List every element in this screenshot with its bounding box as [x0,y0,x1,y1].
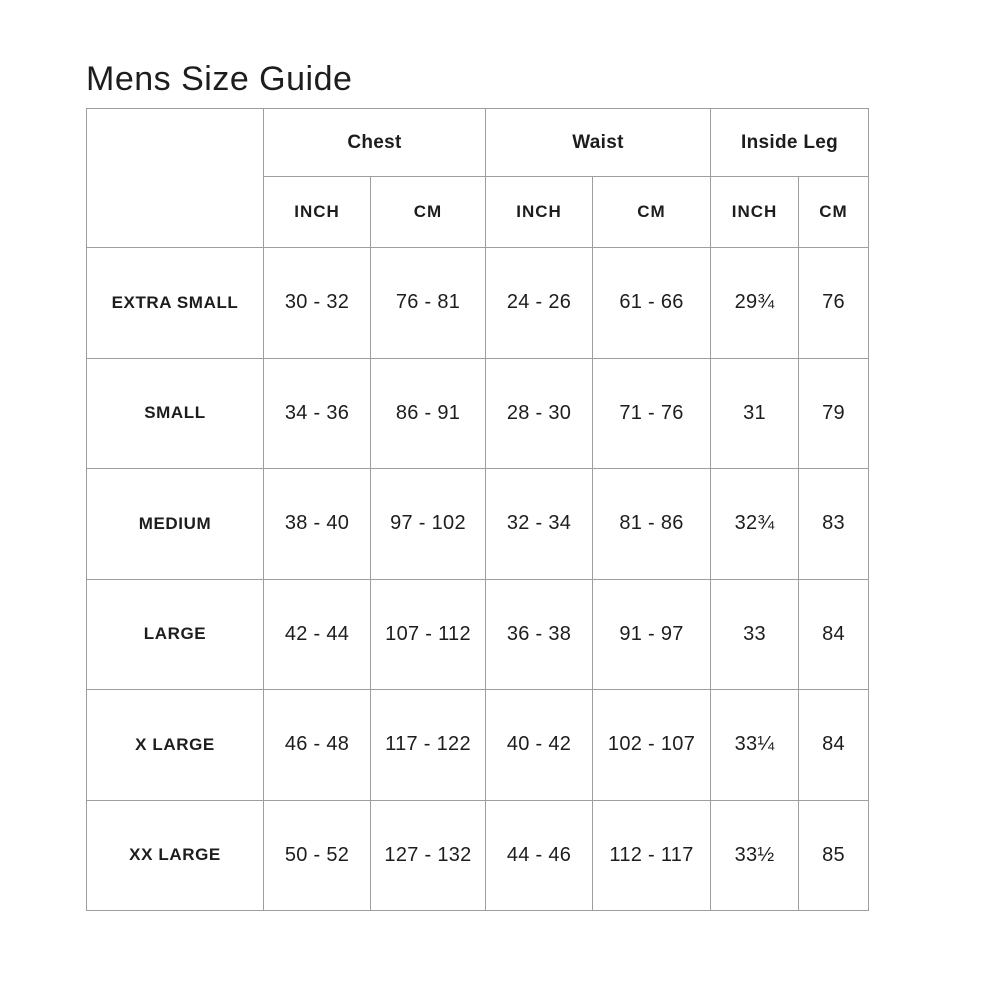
chest-cm-value: 97 - 102 [371,469,486,580]
leg-inch-value: 33½ [711,800,799,911]
size-label: MEDIUM [87,469,264,580]
chest-inch-value: 34 - 36 [264,358,371,469]
waist-cm-value: 81 - 86 [593,469,711,580]
waist-inch-value: 24 - 26 [486,248,593,359]
chest-inch-value: 46 - 48 [264,690,371,801]
chest-cm-value: 86 - 91 [371,358,486,469]
leg-cm-value: 84 [799,579,869,690]
size-label: XX LARGE [87,800,264,911]
table-row-xx-large [87,800,869,911]
waist-cm-value: 71 - 76 [593,358,711,469]
waist-inch-value: 32 - 34 [486,469,593,580]
leg-cm-value: 85 [799,800,869,911]
leg-cm-value: 79 [799,358,869,469]
leg-cm-value: 84 [799,690,869,801]
waist-inch-value: 44 - 46 [486,800,593,911]
leg-inch-value: 32¾ [711,469,799,580]
chest-inch-value: 50 - 52 [264,800,371,911]
waist-inch-value: 28 - 30 [486,358,593,469]
leg-inch-value: 29¾ [711,248,799,359]
chest-inch-header: INCH [264,177,371,248]
leg-cm-header: CM [799,177,869,248]
page-title: Mens Size Guide [86,60,353,98]
waist-inch-header: INCH [486,177,593,248]
size-label: LARGE [87,579,264,690]
waist-inch-value: 36 - 38 [486,579,593,690]
leg-inch-value: 31 [711,358,799,469]
chest-group-header: Chest [264,109,486,177]
leg-inch-value: 33¼ [711,690,799,801]
leg-inch-header: INCH [711,177,799,248]
chest-cm-value: 117 - 122 [371,690,486,801]
leg-cm-value: 83 [799,469,869,580]
table-row-small [87,358,869,469]
waist-inch-value: 40 - 42 [486,690,593,801]
leg-cm-value: 76 [799,248,869,359]
chest-cm-value: 127 - 132 [371,800,486,911]
waist-cm-value: 102 - 107 [593,690,711,801]
chest-inch-value: 42 - 44 [264,579,371,690]
table-row-large [87,579,869,690]
table-row-extra-small [87,248,869,359]
waist-group-header: Waist [486,109,711,177]
chest-cm-value: 107 - 112 [371,579,486,690]
leg-inch-value: 33 [711,579,799,690]
chest-cm-value: 76 - 81 [371,248,486,359]
waist-cm-value: 112 - 117 [593,800,711,911]
size-label: SMALL [87,358,264,469]
inside-leg-group-header: Inside Leg [711,109,869,177]
chest-inch-value: 30 - 32 [264,248,371,359]
corner-cell [87,109,264,248]
waist-cm-header: CM [593,177,711,248]
chest-cm-header: CM [371,177,486,248]
table-row-medium [87,469,869,580]
waist-cm-value: 61 - 66 [593,248,711,359]
table-row-x-large [87,690,869,801]
mens-size-guide-table [86,108,869,911]
group-header-row [87,109,869,177]
waist-cm-value: 91 - 97 [593,579,711,690]
size-label: EXTRA SMALL [87,248,264,359]
size-label: X LARGE [87,690,264,801]
chest-inch-value: 38 - 40 [264,469,371,580]
